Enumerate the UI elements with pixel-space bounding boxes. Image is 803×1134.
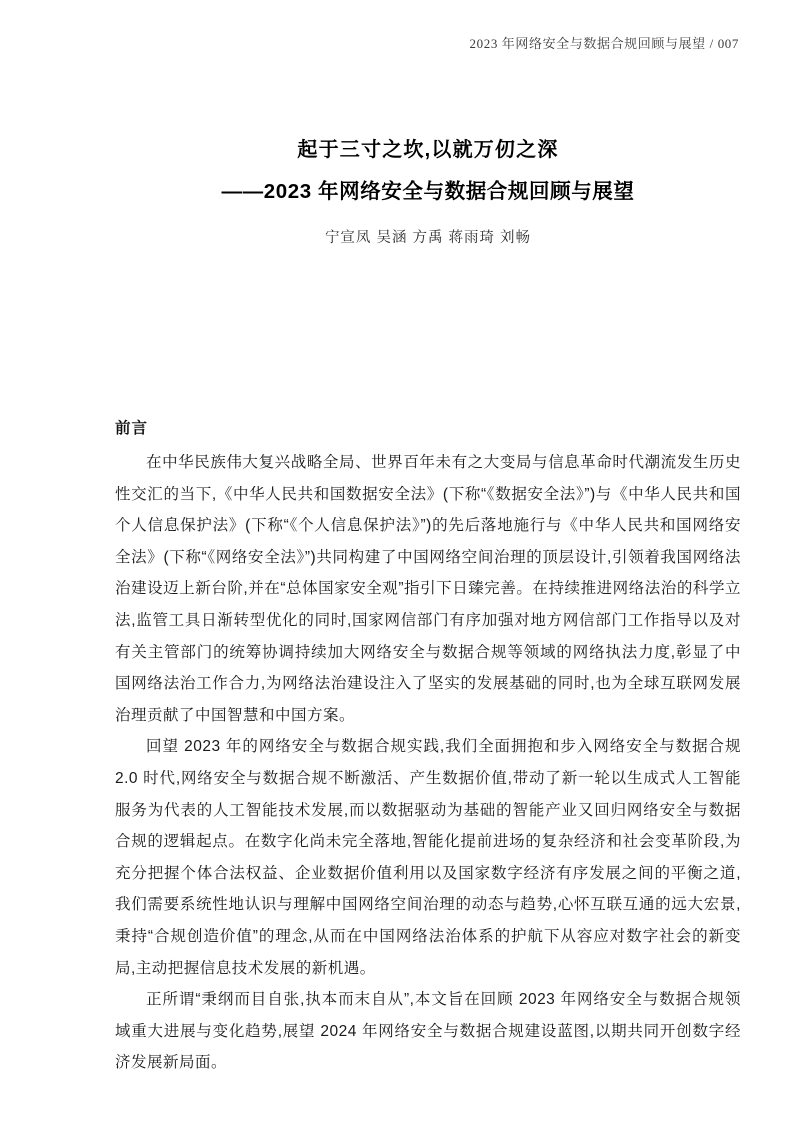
foreword-body: [115, 447, 741, 1079]
body-paragraph: 回望 2023 年的网络安全与数据合规实践,我们全面拥抱和步入网络安全与数据合规 2.0 时代,网络安全与数据合规不断激活、产生数据价值,带动了新一轮以生成式人工智能服务为代表的人工智能技术发展,而以数据驱动为基础的智能产业又回归网络安全与数据合规的逻辑起点。在数字化尚未完全落地,智能化提前进场的复杂经济和社会变革阶段,为充分把握个体合法权益、企业数据价值利用以及国家数字经济有序发展之间的平衡之道,我们需要系统性地认识与理解中国网络空间治理的动态与趋势,心怀互联互通的远大宏景,秉持“合规创造价值”的理念,从而在中国网络法治体系的护航下从容应对数字社会的新变局,主动把握信息技术发展的新机遇。: [115, 738, 741, 977]
document-title-line-2: ——2023 年网络安全与数据合规回顾与展望: [221, 180, 635, 203]
document-title-line-1: 起于三寸之坎,以就万仞之深: [297, 139, 559, 161]
body-paragraph: 正所谓“秉纲而目自张,执本而末自从”,本文旨在回顾 2023 年网络安全与数据合规领域重大进展与变化趋势,展望 2024 年网络安全与数据合规建设蓝图,以期共同开创数字经济发展新局面。: [115, 991, 741, 1072]
body-paragraph: 在中华民族伟大复兴战略全局、世界百年未有之大变局与信息革命时代潮流发生历史性交汇的当下,《中华人民共和国数据安全法》(下称“《数据安全法》”)与《中华人民共和国个人信息保护法》(下称“《个人信息保护法》”)的先后落地施行与《中华人民共和国网络安全法》(下称“《网络安全法》”)共同构建了中国网络空间治理的顶层设计,引领着我国网络法治建设迈上新台阶,并在“总体国家安全观”指引下日臻完善。在持续推进网络法治的科学立法,监管工具日渐转型优化的同时,国家网信部门有序加强对地方网信部门工作指导以及对有关主管部门的统筹协调持续加大网络安全与数据合规等领域的网络执法力度,彰显了中国网络法治工作合力,为网络法治建设注入了坚实的发展基础的同时,也为全球互联网发展治理贡献了中国智慧和中国方案。: [115, 454, 741, 724]
authors-line: 宁宣凤 吴涵 方禹 蒋雨琦 刘畅: [324, 230, 532, 246]
section-heading-foreword: 前言: [115, 420, 149, 437]
running-header: 2023 年网络安全与数据合规回顾与展望 / 007: [469, 36, 739, 51]
